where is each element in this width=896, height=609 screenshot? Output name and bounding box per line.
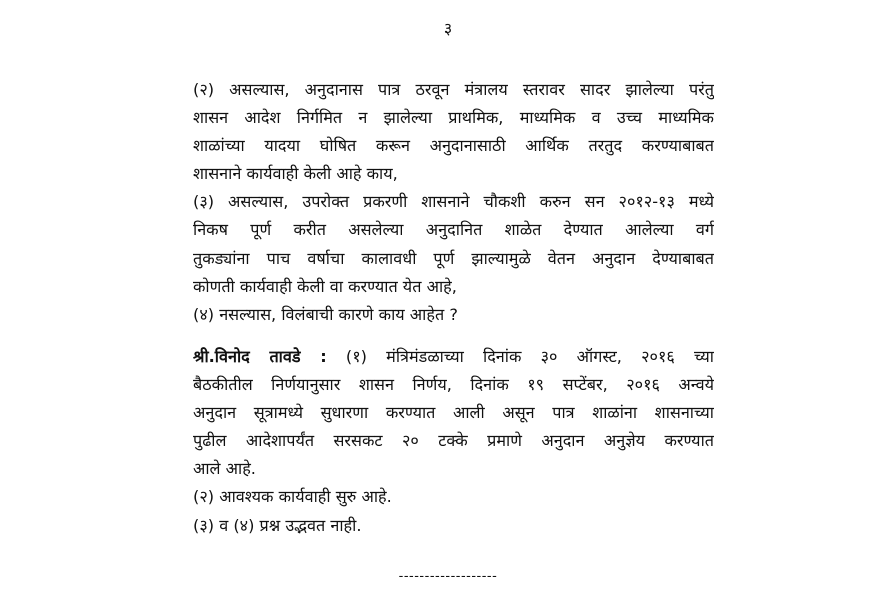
answer-line: (२) आवश्यक कार्यवाही सुरु आहे.: [193, 487, 392, 507]
question-line: निकष पूर्ण करीत असलेल्या अनुदानित शाळेत देण्यात आलेल्या वर्ग: [193, 220, 714, 240]
answer-line: (३) व (४) प्रश्न उद्भवत नाही.: [193, 515, 362, 535]
answer-line: बैठकीतील निर्णयानुसार शासन निर्णय, दिनांक १९ सप्टेंबर, २०१६ अन्वये: [193, 375, 714, 395]
answer-line: आले आहे.: [193, 459, 256, 479]
question-line: (४) नसल्यास, विलंबाची कारणे काय आहेत ?: [193, 304, 458, 324]
answer-line: पुढील आदेशापर्यंत सरसकट २० टक्के प्रमाणे अनुदान अनुज्ञेय करण्यात: [193, 431, 714, 451]
question-line: (३) असल्यास, उपरोक्त प्रकरणी शासनाने चौकशी करुन सन २०१२-१३ मध्ये: [193, 192, 714, 212]
answer-first-line-text: (१) मंत्रिमंडळाच्या दिनांक ३० ऑगस्ट, २०१६ च्या: [345, 347, 714, 366]
end-divider: -------------------: [398, 569, 498, 584]
page-number: ३: [443, 19, 453, 38]
question-line: (२) असल्यास, अनुदानास पात्र ठरवून मंत्रालय स्तरावर सादर झालेल्या परंतु: [193, 80, 714, 99]
question-line: तुकड्यांना पाच वर्षाचा कालावधी पूर्ण झाल्यामुळे वेतन अनुदान देण्याबाबत: [193, 248, 714, 268]
question-line: शाळांच्या यादया घोषित करून अनुदानासाठी आर्थिक तरतुद करण्याबाबत: [193, 136, 714, 156]
answer-block: [193, 343, 714, 540]
question-line: शासनाने कार्यवाही केली आहे काय,: [193, 164, 398, 184]
question-block: [193, 76, 714, 329]
answer-speaker: श्री.विनोद तावडे :: [193, 347, 327, 366]
answer-first-line: [193, 343, 714, 371]
answer-line: अनुदान सूत्रामध्ये सुधारणा करण्यात आली असून पात्र शाळांना शासनाच्या: [193, 403, 714, 423]
question-line: शासन आदेश निर्गमित न झालेल्या प्राथमिक, माध्यमिक व उच्च माध्यमिक: [193, 108, 714, 128]
question-line: कोणती कार्यवाही केली वा करण्यात येत आहे,: [193, 276, 457, 296]
